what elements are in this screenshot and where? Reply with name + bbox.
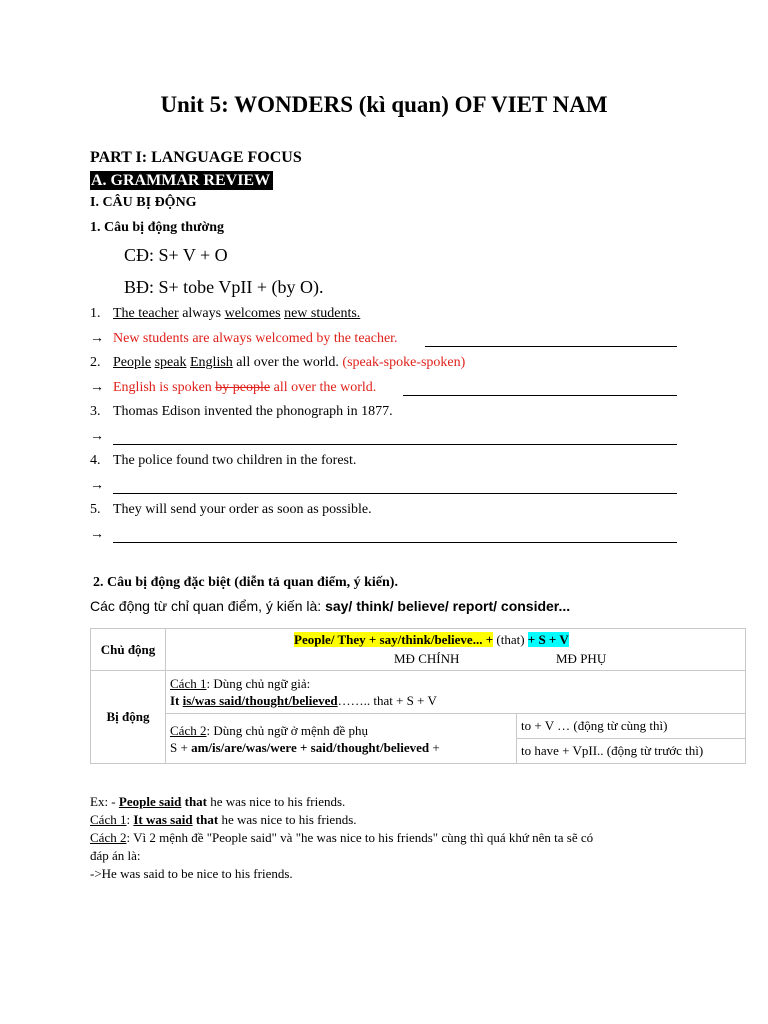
exercise-number: 2. (90, 355, 101, 370)
text-segment: It was said (133, 812, 193, 827)
subsection-heading-special: 2. Câu bị động đặc biệt (diễn tả quan điểm, ý kiến). (93, 575, 398, 590)
page-title: Unit 5: WONDERS (kì quan) OF VIET NAM (160, 92, 608, 117)
text-segment: Cách 1 (90, 812, 127, 827)
method2-options (517, 714, 746, 764)
sub-clause-formula: + S + V (527, 631, 569, 647)
text-segment: Ex: - (90, 794, 119, 809)
method2-label: Cách 2 (170, 722, 207, 738)
active-formula (294, 632, 569, 648)
exercise-sentence (113, 306, 360, 322)
exercise-number: 3. (90, 404, 101, 419)
subject: The teacher (113, 306, 179, 321)
exercise-answer: New students are always welcomed by the teacher. (113, 331, 398, 346)
subsection-heading-regular: 1. Câu bị động thường (90, 220, 225, 235)
answer-blank[interactable] (113, 493, 677, 494)
exercise-answer (113, 380, 376, 396)
exercise-number: 1. (90, 306, 101, 321)
formula-active: CĐ: S+ V + O (124, 245, 228, 265)
arrow-icon: → (90, 380, 104, 395)
text-segment: that (192, 812, 219, 827)
section-heading-passive: I. CÂU BỊ ĐỘNG (90, 195, 197, 210)
active-cell (166, 629, 746, 671)
answer-blank[interactable] (425, 346, 677, 347)
method1-example (90, 812, 357, 828)
text-segment: Cách 2 (90, 830, 127, 845)
arrow-icon: → (90, 527, 104, 542)
verb: welcomes (224, 306, 281, 321)
arrow-icon: → (90, 478, 104, 493)
text-segment: People said (118, 794, 182, 809)
text-segment: (that) (493, 631, 528, 647)
text-segment: S + (170, 739, 192, 755)
method2-cell (166, 714, 517, 764)
method2-example-cont: đáp án là: (90, 848, 141, 863)
main-clause-formula: People/ They + say/think/believe... + (294, 631, 494, 647)
main-clause-label: MĐ CHÍNH (394, 650, 460, 666)
text-segment: It (170, 693, 183, 708)
method1-label: Cách 1 (170, 676, 207, 691)
option-prior-tense: to have + VpII.. (động từ trước thì) (521, 743, 704, 758)
subject: People (113, 355, 152, 370)
text-segment: …….. that + S + V (337, 693, 437, 708)
method1-cell (166, 671, 746, 714)
arrow-icon: → (90, 429, 104, 444)
arrow-icon: → (90, 331, 104, 346)
answer-blank[interactable] (113, 542, 677, 543)
answer-blank[interactable] (113, 444, 677, 445)
object: English (190, 355, 233, 370)
method2-formula (170, 739, 512, 756)
text-segment: + (429, 739, 440, 755)
exercise-number: 4. (90, 453, 101, 468)
method2-title (170, 722, 512, 739)
text-segment: am/is/are/was/were + said/thought/believed (191, 739, 430, 755)
text-segment: he was nice to his friends. (207, 794, 346, 809)
text-segment: all over the world. (232, 355, 343, 370)
text-segment: English is spoken (113, 380, 216, 395)
text-segment: is/was said/thought/believed (182, 693, 338, 708)
active-label: Chủ động (91, 629, 166, 671)
exercise-number: 5. (90, 502, 101, 517)
text-segment: he was nice to his friends. (218, 812, 357, 827)
struck-agent: by people (215, 380, 271, 395)
text-segment: all over the world. (270, 380, 377, 395)
example-answer: ->He was said to be nice to his friends. (90, 866, 293, 881)
formula-passive: BĐ: S+ tobe VpII + (by O). (124, 277, 324, 297)
method2-example (90, 830, 593, 846)
exercise-sentence: The police found two children in the forest. (113, 453, 357, 468)
text-segment: : Dùng chủ ngữ ở mệnh đề phụ (206, 722, 369, 738)
exercise-sentence (113, 355, 465, 371)
verbs-list: say/ think/ believe/ report/ consider... (325, 598, 571, 614)
example-line (90, 794, 345, 810)
part-heading: PART I: LANGUAGE FOCUS (90, 149, 302, 166)
passive-table (90, 628, 746, 764)
object: new students. (284, 306, 361, 321)
method1-formula (170, 692, 741, 709)
text-segment: : (126, 812, 134, 827)
text-segment: : Dùng chủ ngữ giả: (206, 676, 311, 691)
grammar-review-heading: A. GRAMMAR REVIEW (90, 171, 273, 190)
answer-blank[interactable] (403, 395, 677, 396)
text-segment: that (181, 794, 208, 809)
verbs-intro (90, 598, 570, 614)
method1-title (170, 675, 741, 692)
text-segment: : Vì 2 mệnh đề "People said" và "he was nice to his friends" cùng thì quá khứ nên ta sẽ có (126, 830, 594, 845)
verb: speak (154, 355, 187, 370)
verb-forms-note: (speak-spoke-spoken) (342, 355, 466, 370)
text-segment: Các động từ chỉ quan điểm, ý kiến là: (90, 598, 326, 614)
sub-clause-label: MĐ PHỤ (556, 650, 607, 666)
option-same-tense: to + V … (động từ cùng thì) (517, 714, 745, 739)
exercise-sentence: Thomas Edison invented the phonograph in 1877. (113, 404, 393, 419)
exercise-sentence: They will send your order as soon as possible. (113, 502, 372, 517)
passive-label: Bị động (91, 671, 166, 764)
text-segment: always (178, 306, 225, 321)
